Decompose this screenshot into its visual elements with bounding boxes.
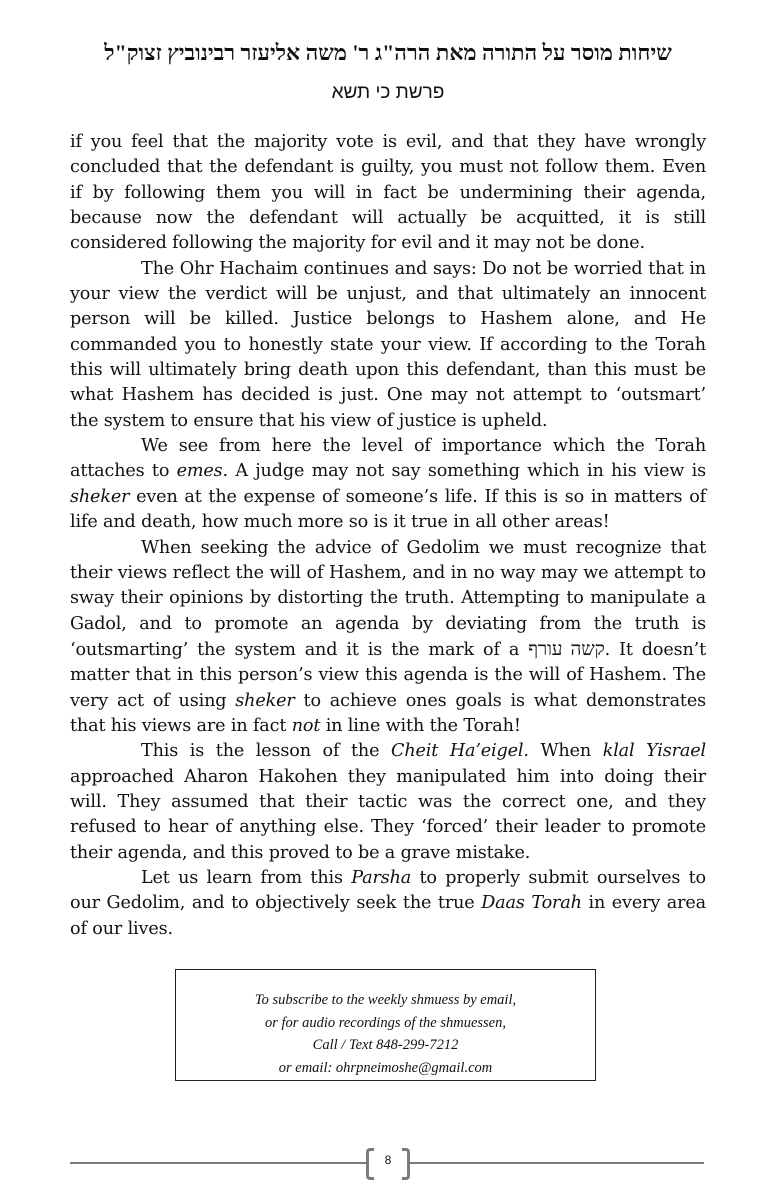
text-run: . It doesn’t matter that in this person’s view this agenda is the will of Hashem. The very act of using bbox=[70, 639, 707, 711]
running-header-parsha: פרשת כי תשא bbox=[331, 82, 445, 103]
text-run: We see from here the level of importance which the Torah attaches to bbox=[70, 436, 706, 482]
body-text bbox=[70, 130, 706, 942]
paragraph bbox=[70, 739, 706, 866]
paragraph bbox=[70, 130, 706, 257]
text-run: Let us learn from this bbox=[141, 867, 352, 888]
text-run: approached Aharon Hakohen they manipulated him into doing their will. They assumed that their tactic was the correct one, and they refused to hear of anything else. They ‘forced’ their leader to promote their agenda, and this proved to be a grave mistake. bbox=[70, 766, 706, 863]
subscribe-line: To subscribe to the weekly shmuess by email, bbox=[254, 992, 517, 1008]
italic-term: emes bbox=[176, 461, 223, 482]
text-run: if you feel that the majority vote is evil, and that they have wrongly concluded that the defendant is guilty, you must not follow them. Even if by following them you will in fact be undermining their agenda, because now the defendant will actually be acquitted, it is still considered following the majority for evil and it may not be done. bbox=[70, 132, 706, 254]
text-run: . A judge may not say something which in his view is bbox=[222, 461, 706, 482]
text-run: to achieve ones goals is what demonstrates that his views are in fact bbox=[70, 690, 706, 736]
paragraph bbox=[70, 536, 706, 740]
subscribe-box bbox=[175, 969, 596, 1081]
footer-rule-left bbox=[70, 1162, 368, 1164]
text-run: to properly submit ourselves to our Gedolim, and to objectively seek the true bbox=[70, 867, 706, 914]
text-run: even at the expense of someone’s life. If this is so in matters of life and death, how much more so is it true in all other areas! bbox=[70, 486, 706, 533]
italic-term: sheker bbox=[70, 486, 130, 507]
paragraph bbox=[70, 257, 706, 434]
text-run: When bbox=[528, 741, 603, 762]
subscribe-line: or for audio recordings of the shmuessen, bbox=[265, 1014, 506, 1031]
paragraph bbox=[70, 434, 706, 535]
text-run: in every area of our lives. bbox=[70, 893, 706, 939]
italic-term: Cheit Ha’eigel. bbox=[391, 741, 529, 762]
subscribe-phone: Call / Text 848-299-7212 bbox=[312, 1037, 459, 1053]
hebrew-term: קשה עורף bbox=[528, 638, 605, 660]
footer-rule-right bbox=[408, 1162, 704, 1164]
text-run: This is the lesson of the bbox=[141, 741, 392, 762]
italic-term: Daas Torah bbox=[481, 893, 582, 914]
subscribe-email: or email: ohrpneimoshe@gmail.com bbox=[278, 1059, 493, 1076]
italic-term: klal Yisrael bbox=[602, 741, 706, 762]
text-run: in line with the Torah! bbox=[320, 715, 521, 736]
footer-bracket-left bbox=[366, 1148, 374, 1180]
paragraph bbox=[70, 866, 706, 942]
text-run: The Ohr Hachaim continues and says: Do not be worried that in your view the verdict will be unjust, and that ultimately an innocent person will be killed. Justice belongs to Hashem alone, and He commanded you to honestly state your view. If according to the Torah this will ultimately bring death upon this defendant, than this must be what Hashem has decided is just. One may not attempt to ‘outsmart’ the system to ensure that his view of justice is upheld. bbox=[70, 258, 706, 431]
page-number: 8 bbox=[384, 1153, 392, 1167]
italic-term: sheker bbox=[235, 690, 295, 711]
running-header-title: שיחות מוסר על התורה מאת הרה"ג ר' משה אליעזר רבינוביץ זצוק"ל bbox=[104, 40, 672, 65]
text-run: When seeking the advice of Gedolim we must recognize that their views reflect the will of Hashem, and in no way may we attempt to sway their opinions by distorting the truth. Attempting to manipulate a Gadol, and to promote an agenda by deviating from the truth is ‘outsmarting’ the system and it is the mark of a bbox=[70, 537, 706, 660]
footer-bracket-right bbox=[402, 1148, 410, 1180]
italic-term: Parsha bbox=[351, 867, 412, 888]
italic-term: not bbox=[291, 715, 321, 736]
